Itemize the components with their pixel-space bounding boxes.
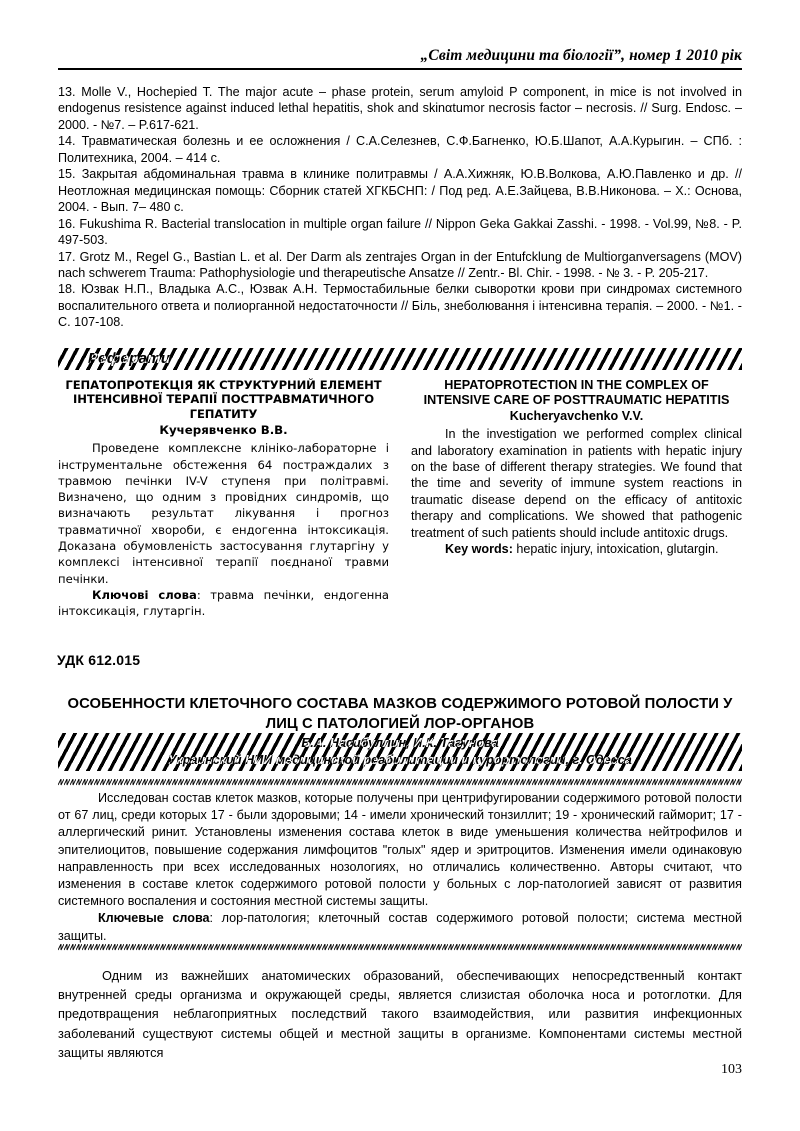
abstract-keywords-ua (58, 587, 389, 620)
article-body-paragraph: Одним из важнейших анатомических образований, обеспечивающих непосредственный контакт внутренней среды организма и окружающей среды, является слизистая оболочка носа и ротоглотки. Для предотвращения неблагоприятных последствий такого взаимодействия, или развития инфекционных заболеваний существуют системы общей и местной защиты в организме. Компонентами системы местной защиты являются (58, 968, 742, 1060)
udk-code: УДК 612.015 (57, 652, 141, 668)
author-affiliation-lines (58, 735, 742, 769)
reference-item: 16. Fukushima R. Bacterial translocation in multiple organ failure // Nippon Geka Gakkai Zasshi. - 1998. - Vol.99, №8. - P. 497-503. (58, 216, 742, 248)
abstract-column-ukrainian (58, 378, 389, 619)
decorative-squiggle-top (58, 779, 742, 786)
section-band-referaty (58, 348, 742, 370)
abstract-columns (58, 378, 742, 619)
author-affiliation-band (58, 733, 742, 771)
article-abstract-text: Исследован состав клеток мазков, которые получены при центрифугировании содержимого ротовой полости от 67 лиц, среди которых 17 - были здоровыми; 14 - имели хронический тонзиллит; 19 - хронический гайморит; 17 - аллергический ринит. Установлены изменения состава клеток в виде уменьшения количества нейтрофилов и эпителиоцитов, повышение содержания лимфоцитов "голых" ядер и эритроцитов. Изменения имели одинаковую направленность при всех исследованных нозологиях, но отличались количественно. Авторы считают, что изменения в составе клеток содержимого ротовой полости у больных с лор-патологией зависят от развития системного воспаления и состояния местной системы защиты. (58, 791, 742, 909)
reference-list (58, 84, 742, 331)
abstract-column-english (411, 378, 742, 619)
abstract-keywords-en (411, 541, 742, 557)
article-keywords-label: Ключевые слова (98, 911, 210, 926)
abstract-keywords-text-en: hepatic injury, intoxication, glutargin. (512, 542, 719, 557)
abstract-keywords-label-ua: Ключові слова (92, 587, 197, 602)
article-abstract-ru (58, 790, 742, 945)
reference-item: 18. Юзвак Н.П., Владыка А.С., Юзвак А.Н. Термостабильные белки сыворотки крови при синдромах системного воспалительного ответа и полиорганной недостаточности // Біль, знеболювання і інтенсивна терапія. – 2000. - №1. - С. 107-108. (58, 282, 742, 330)
reference-item: 15. Закрытая абдоминальная травма в клинике политравмы / А.А.Хижняк, Ю.В.Волкова, А.Ю.Павленко и др. // Неотложная медицинская помощь: Сборник статей ХГКБСНП: / Под ред. А.Е.Зайцева, В.В.Никонова. – Х.: Основа, 2004. - Вып. 7– 480 с. (58, 167, 742, 215)
abstract-keywords-text-ua: : травма печінки, ендогенна інтоксикація, глутаргін. (58, 587, 389, 619)
reference-item: 17. Grotz M., Regel G., Bastian L. et al. Der Darm als zentrajes Organ in der Entufcklung de Multiorganversagens (MOV) nach schwerem Trauma: Pathophysiologie und therapeutische Ansatze // Zentr.- Bl. Chir. - 1998. - № 3. - P. 205-217. (58, 249, 742, 280)
abstract-author-en: Kucheryavchenko V.V. (509, 409, 644, 424)
article-keywords (58, 910, 742, 944)
abstract-body-ua: Проведене комплексне клініко-лабораторне і інструментальне обстеження 64 постраждалих з травмою печінки IV-V ступеня при політравмі. Визначено, що одним з провідних синдромів, що визначають результат лікування і прогноз травматичної хвороби, є ендогенна інтоксикація. Доказана обумовленість застосування глутаргіну у комплексі інтенсивної терапії поєднаної травми печінки. (58, 441, 389, 586)
reference-item: 14. Травматическая болезнь и ее осложнения / С.А.Селезнев, С.Ф.Багненко, Ю.Б.Шапот, А.А.Курыгин. – СПб. : Политехника, 2004. – 414 с. (58, 134, 742, 165)
abstract-title-en: HEPATOPROTECTION IN THE COMPLEX OF INTENSIVE CARE OF POSTTRAUMATIC HEPATITIS (423, 378, 730, 407)
section-band-label: Реферати (88, 350, 171, 367)
article-affiliation: Украинский НИИ медицинской реабилитации и курортологии, г. Одесса (168, 753, 632, 767)
article-title: ОСОБЕННОСТИ КЛЕТОЧНОГО СОСТАВА МАЗКОВ СОДЕРЖИМОГО РОТОВОЙ ПОЛОСТИ У ЛИЦ С ПАТОЛОГИЕЙ ЛОР-ОРГАНОВ (67, 696, 733, 732)
reference-item: 13. Molle V., Hochepied T. The major acute – phase protein, serum amyloid P component, in mice is not involved in endogenus resistence against induced lethal hepatitis, shok and skinαtumor necrosis factor – necrosis. // Surg. Endosc. – 2000. - №7. – P.617-621. (58, 85, 742, 132)
article-body (58, 966, 742, 1062)
abstract-body-en: In the investigation we performed complex clinical and laboratory examination in patients with hepatic injury on the base of different therapy strategies. We found that the time and severity of immune system reactions in traumatic disease depend on the efficacy of antitoxic therapy and complications. We showed that pathogenic treatment of such patients should include antitoxic drugs. (411, 427, 742, 540)
abstract-keywords-label-en: Key words: (445, 542, 513, 557)
abstract-title-ua: ГЕПАТОПРОТЕКЦІЯ ЯК СТРУКТУРНИЙ ЕЛЕМЕНТ ІНТЕНСИВНОЇ ТЕРАПІЇ ПОСТТРАВМАТИЧНОГО ГЕПАТИТУ (65, 378, 382, 421)
abstract-author-ua: Кучерявченко В.В. (159, 423, 288, 438)
article-authors: Б.А. Насибуллин, И.К. Тагунова (301, 736, 499, 750)
header-rule (58, 68, 742, 70)
decorative-squiggle-bottom (58, 944, 742, 951)
page-number: 103 (721, 1062, 742, 1077)
article-keywords-text: : лор-патология; клеточный состав содержимого ротовой полости; система местной защиты. (58, 911, 742, 943)
running-head: „Світ медицини та біології”, номер 1 2010 рік (420, 47, 742, 64)
